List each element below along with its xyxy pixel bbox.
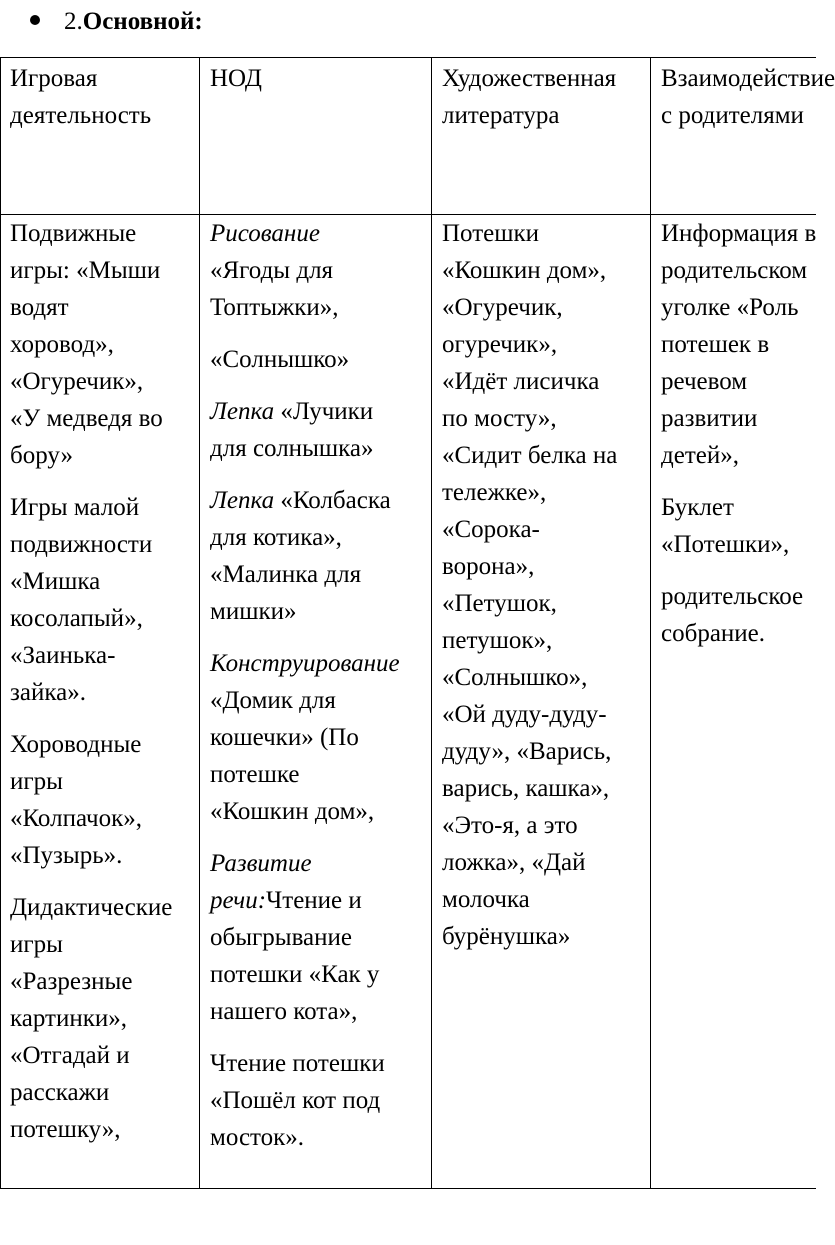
text-line: бору»	[10, 442, 74, 469]
header-cell-nod	[210, 60, 428, 97]
nod-line: «Пошёл кот под	[210, 1087, 381, 1114]
nod-line: потешки «Как у	[210, 961, 380, 988]
table-border-left	[0, 57, 1, 1189]
text-line: «Петушок,	[442, 590, 557, 617]
text-line: «У медведя во	[10, 405, 163, 432]
nod-line: «Лучики	[274, 398, 374, 425]
text-line: петушок»,	[442, 627, 553, 654]
text-line: Игры малой	[10, 494, 140, 521]
text-line: «Кошкин дом»,	[442, 257, 607, 284]
game-activity-paragraph	[10, 889, 196, 1148]
text-line: варись, кашка»,	[442, 775, 610, 802]
nod-category-label: Рисование	[210, 220, 320, 247]
cell-parents	[661, 215, 816, 652]
header-cell-literature	[442, 60, 648, 134]
text-line: развитии	[661, 405, 758, 432]
nod-construction	[210, 645, 428, 830]
header-cell-parents	[661, 60, 835, 134]
plan-table	[0, 57, 835, 1189]
text-line: детей»,	[661, 442, 739, 469]
section-number: 2.	[64, 8, 83, 35]
text-line: собрание.	[661, 620, 766, 647]
text-line: игры: «Мыши	[10, 257, 161, 284]
nod-category-label: Лепка	[210, 398, 275, 425]
column-divider	[431, 57, 432, 1189]
text-line: Подвижные	[10, 220, 137, 247]
text-line: потешку»,	[10, 1116, 121, 1143]
text-line: водят	[10, 294, 69, 321]
nod-line: «Малинка для	[210, 561, 362, 588]
header-line: с родителями	[661, 102, 804, 129]
nod-line: нашего кота»,	[210, 998, 358, 1025]
text-line: уголке «Роль	[661, 294, 799, 321]
nod-line: «Ягоды для	[210, 257, 334, 284]
nod-drawing	[210, 215, 428, 326]
game-activity-paragraph	[10, 489, 196, 711]
cell-nod	[210, 215, 428, 1156]
nod-line: «Солнышко»	[210, 346, 350, 373]
text-line: «Это-я, а это	[442, 812, 578, 839]
text-line: хоровод»,	[10, 331, 114, 358]
nod-speech	[210, 845, 428, 1030]
text-line: тележке»,	[442, 479, 547, 506]
text-line: расскажи	[10, 1079, 110, 1106]
nod-modeling-rays	[210, 393, 428, 467]
nod-category-label: речи:	[210, 887, 267, 914]
nod-category-label: Лепка	[210, 487, 275, 514]
text-line: «Мишка	[10, 568, 101, 595]
section-title: Основной:	[82, 8, 203, 35]
nod-modeling-sausage	[210, 482, 428, 630]
nod-category-label: Развитие	[210, 850, 312, 877]
text-line: «Пузырь».	[10, 842, 123, 869]
text-line: «Ой дуду-дуду-	[442, 701, 607, 728]
text-line: «Солнышко»,	[442, 664, 588, 691]
nod-line: обыгрывание	[210, 924, 352, 951]
nod-line: Чтение потешки	[210, 1050, 385, 1077]
cell-game-activity	[10, 215, 196, 1148]
text-line: Потешки	[442, 220, 540, 247]
section-heading	[30, 4, 203, 40]
text-line: «Разрезные	[10, 968, 133, 995]
header-line: Игровая	[10, 65, 98, 92]
text-line: косолапый»,	[10, 605, 143, 632]
parents-paragraph	[661, 215, 816, 474]
parents-paragraph	[661, 578, 816, 652]
text-line: «Сидит белка на	[442, 442, 618, 469]
text-line: ложка», «Дай	[442, 849, 586, 876]
header-line: Взаимодействие	[661, 65, 835, 92]
text-line: ворона»,	[442, 553, 535, 580]
nod-line: «Кошкин дом»,	[210, 798, 375, 825]
text-line: «Сорока-	[442, 516, 540, 543]
column-divider	[650, 57, 651, 1189]
table-border-bottom	[0, 1188, 816, 1189]
nod-line: Чтение и	[266, 887, 362, 914]
nod-line: «Домик для	[210, 687, 336, 714]
game-activity-paragraph	[10, 726, 196, 874]
text-line: картинки»,	[10, 1005, 127, 1032]
game-activity-paragraph	[10, 215, 196, 474]
cell-literature	[442, 215, 648, 955]
text-line: бурёнушка»	[442, 923, 571, 950]
text-line: Информация в	[661, 220, 817, 247]
text-line: «Потешки»,	[661, 531, 790, 558]
text-line: родительском	[661, 257, 808, 284]
bullet-icon	[30, 15, 40, 25]
header-cell-game-activity	[10, 60, 196, 134]
header-line: Художественная	[442, 65, 617, 92]
text-line: родительское	[661, 583, 804, 610]
column-divider	[199, 57, 200, 1189]
nod-line: для котика»,	[210, 524, 342, 551]
header-line: деятельность	[10, 102, 152, 129]
nod-line: потешке	[210, 761, 300, 788]
nod-line: «Колбаска	[274, 487, 391, 514]
text-line: «Колпачок»,	[10, 805, 143, 832]
nod-sun	[210, 341, 428, 378]
nod-category-label: Конструирование	[210, 650, 400, 677]
text-line: потешек в	[661, 331, 770, 358]
literature-paragraph	[442, 215, 648, 955]
nod-line: мишки»	[210, 598, 297, 625]
nod-line: для солнышка»	[210, 435, 374, 462]
parents-paragraph	[661, 489, 816, 563]
text-line: «Идёт лисичка	[442, 368, 600, 395]
text-line: игры	[10, 768, 63, 795]
text-line: игры	[10, 931, 63, 958]
table-border-top	[0, 57, 816, 58]
text-line: Дидактические	[10, 894, 173, 921]
text-line: подвижности	[10, 531, 153, 558]
text-line: Хороводные	[10, 731, 142, 758]
text-line: речевом	[661, 368, 748, 395]
header-line: литература	[442, 102, 560, 129]
text-line: огуречик»,	[442, 331, 558, 358]
nod-line: мосток».	[210, 1124, 305, 1151]
text-line: молочка	[442, 886, 530, 913]
text-line: по мосту»,	[442, 405, 557, 432]
text-line: «Огуречик,	[442, 294, 563, 321]
text-line: Буклет	[661, 494, 734, 521]
nod-reading	[210, 1045, 428, 1156]
nod-line: Топтыжки»,	[210, 294, 339, 321]
text-line: «Отгадай и	[10, 1042, 130, 1069]
text-line: дуду», «Варись,	[442, 738, 612, 765]
text-line: «Огуречик»,	[10, 368, 144, 395]
header-line: НОД	[210, 65, 262, 92]
text-line: «Заинька-	[10, 642, 116, 669]
text-line: зайка».	[10, 679, 86, 706]
nod-line: кошечки» (По	[210, 724, 359, 751]
